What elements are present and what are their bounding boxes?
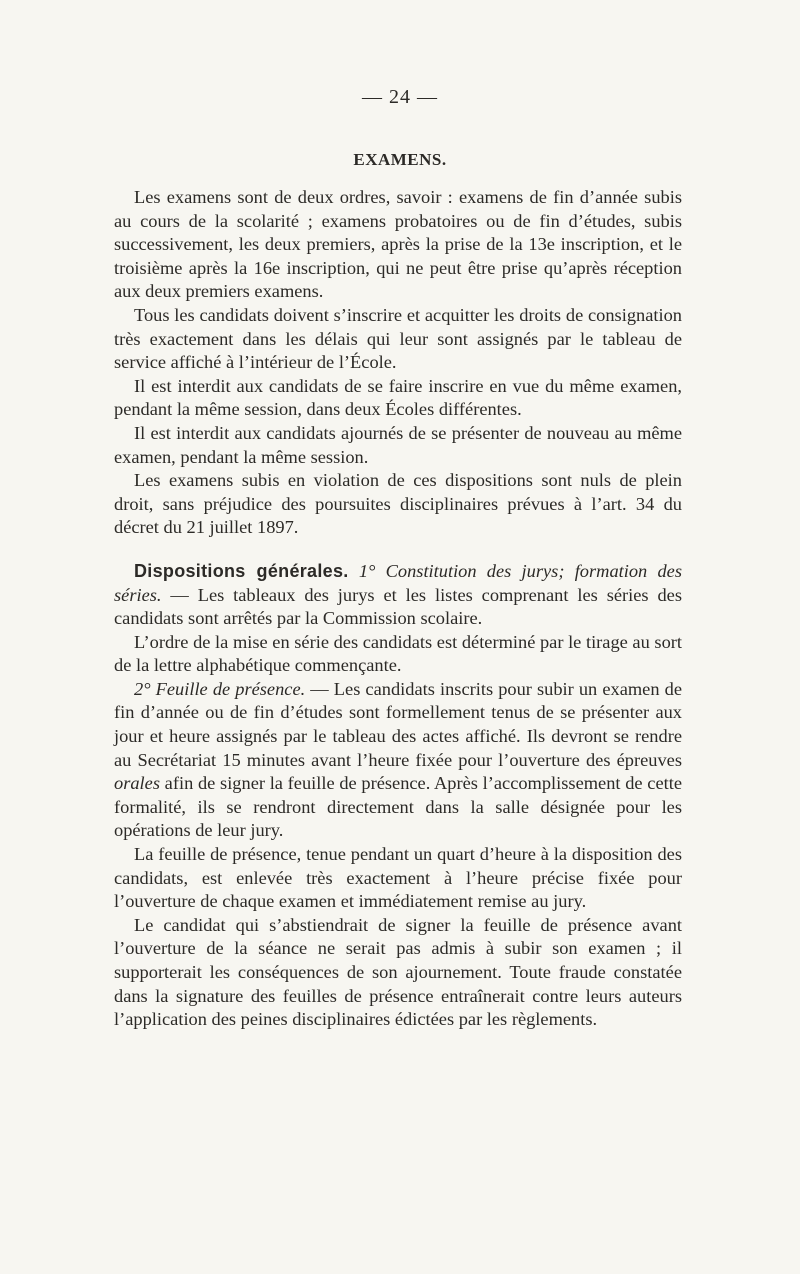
section-title: EXAMENS.: [353, 150, 447, 169]
paragraph-sheet-penalties: Le candidat qui s’abstiendrait de signer la feuille de présence avant l’ouverture de la séance ne serait pas admis à subir son examen ; il supporterait les conséquences de son ajournement. Toute fraude constatée dans la signature des feuilles de présence entraînerait contre leurs auteurs l’application des peines disciplinaires édictées par les règlements.: [114, 914, 682, 1030]
paragraph-dual-school-ban: Il est interdit aux candidats de se faire inscrire en vue du même examen, pendant la même session, dans deux Écoles différentes.: [114, 375, 682, 420]
subsection-text-presence-a: — Les candidats inscrits pour subir un examen de fin d’année ou de fin d’études sont formellement tenus de se présenter aux jour et heure assignés par le tableau des actes affiché. Ils devront se rendre au Secrétariat 15 minutes avant l’heure fixée pour l’ouverture des épreuves: [114, 678, 682, 770]
page-number: — 24 —: [362, 86, 438, 108]
subsection-text-jurys: — Les tableaux des jurys et les listes comprenant les séries des candidats sont arrêtés par la Commission scolaire.: [114, 584, 682, 629]
body-text: [114, 186, 682, 1032]
paragraph-registration: Tous les candidats doivent s’inscrire et acquitter les droits de consignation très exactement dans les délais qui leur sont assignés par le tableau de service affiché à l’intérieur de l’École.: [114, 304, 682, 373]
paragraph-exam-types: Les examens sont de deux ordres, savoir : examens de fin d’année subis au cours de la scolarité ; examens probatoires ou de fin d’études, subis successivement, les deux premiers, après la prise de la 13e inscription, et le troisième après la 16e inscription, qui ne peut être prise qu’après réception aux deux premiers examens.: [114, 187, 682, 302]
paragraph-violations: Les examens subis en violation de ces dispositions sont nuls de plein droit, sans préjudice des poursuites disciplinaires prévues à l’art. 34 du décret du 21 juillet 1897.: [114, 470, 682, 538]
subsection-label-jurys: 1° Constitution des jurys; formation des séries.: [114, 560, 682, 605]
subsection-label-presence: 2° Feuille de présence.: [134, 678, 306, 699]
subsection-text-presence-b: afin de signer la feuille de présence. Après l’accomplissement de cette formalité, ils se rendront directement dans la salle désignée pour les opérations de leur jury.: [114, 773, 682, 841]
paragraph-attendance-sheet: [114, 678, 682, 843]
paragraph-adjourned-ban: Il est interdit aux candidats ajournés de se présenter de nouveau au même examen, pendant la même session.: [114, 422, 682, 467]
subsection-italic-orales: orales: [114, 773, 160, 794]
paragraph-sheet-removal: La feuille de présence, tenue pendant un quart d’heure à la disposition des candidats, est enlevée très exactement à l’heure précise fixée pour l’ouverture de chaque examen et immédiatement remise au jury.: [114, 844, 682, 912]
section-heading: Dispositions générales.: [134, 560, 349, 581]
paragraph-jury-constitution: [114, 560, 682, 631]
paragraph-series-order: L’ordre de la mise en série des candidats est déterminé par le tirage au sort de la lettre alphabétique commençante.: [114, 631, 682, 676]
